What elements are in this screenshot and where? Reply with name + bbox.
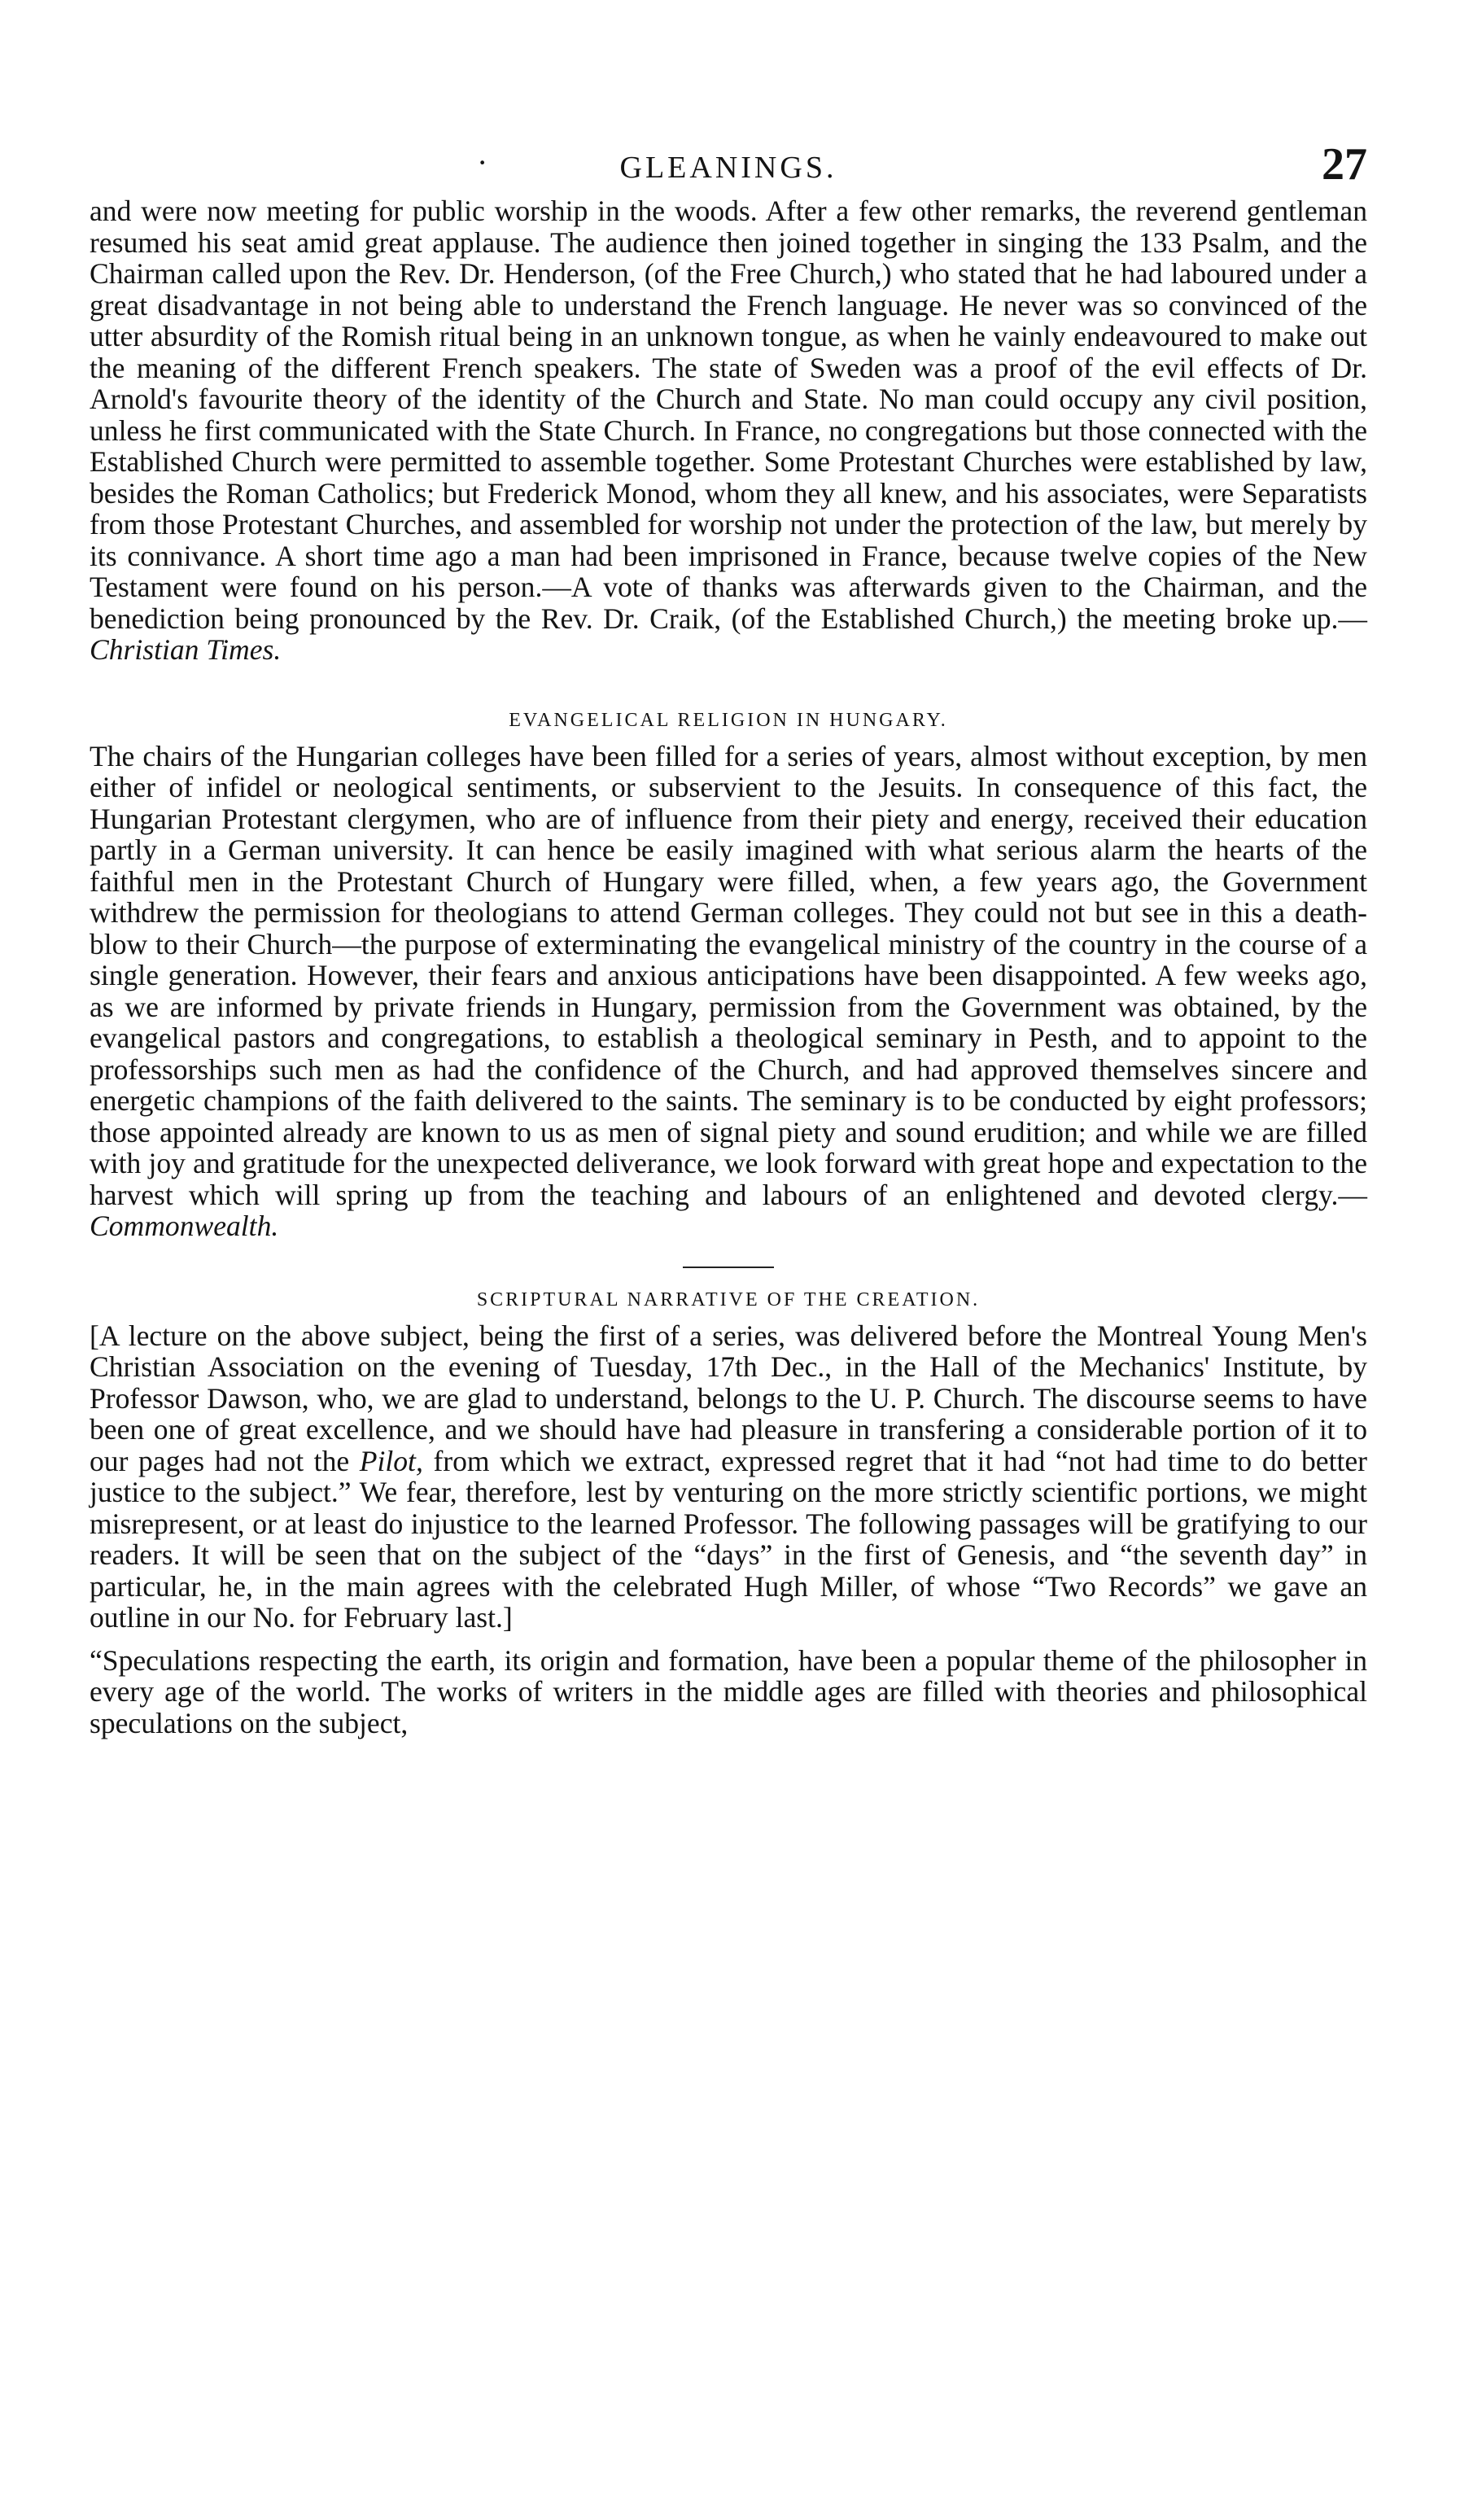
creation-intro-text-2: from which we extract, expressed regret that it had “not had time to do better justice to the subject.” We fear, therefore, lest by venturing on the more strictly scientific portions, we might misrepresent, or at least do injustice to the learned Professor. The following passages will be gratifying to our readers. It will be seen that on the subject of the “days” in the first of Genesis, and “the seventh day” in particular, he, in the main agrees with the celebrated Hugh Miller, of whose “Two Records” we gave an outline in our No. for February last.] [90, 1444, 1367, 1634]
section-heading-creation: SCRIPTURAL NARRATIVE OF THE CREATION. [476, 1288, 981, 1310]
hungary-paragraph [90, 741, 1367, 1242]
article-continuation-paragraph [90, 195, 1367, 666]
running-title: GLEANINGS. [619, 151, 837, 185]
pilot-title: Pilot, [359, 1444, 423, 1477]
header-dot: · [477, 144, 488, 181]
page-header [90, 138, 1367, 195]
page-number: 27 [1322, 139, 1367, 190]
source-christian-times: Christian Times. [90, 633, 282, 666]
page [90, 138, 1367, 1739]
creation-intro-paragraph [90, 1320, 1367, 1634]
hungary-text: The chairs of the Hungarian colleges have been filled for a series of years, almost without exception, by men either of infidel or neological sentiments, or subservient to the Jesuits. In consequence of this fact, the Hungarian Protestant clergymen, who are of influence from their piety and energy, received their education partly in a German university. It can hence be easily imagined with what serious alarm the hearts of the faithful men in the Protestant Church of Hungary were filled, when, a few years ago, the Government withdrew the permission for theologians to attend German colleges. They could not but see in this a death-blow to their Church—the purpose of exterminating the evangelical ministry of the country in the course of a single generation. However, their fears and anxious anticipations have been disappointed. A few weeks ago, as we are informed by private friends in Hungary, permission from the Government was obtained, by the evangelical pastors and congregations, to establish a theological seminary in Pesth, and to appoint to the professorships such men as had the confidence of the Church, and had approved themselves sincere and energetic champions of the faith delivered to the saints. The seminary is to be conducted by eight professors; those appointed already are known to us as men of signal piety and sound erudition; and while we are filled with joy and gratitude for the unexpected deliverance, we look forward with great hope and expectation to the harvest which will spring up from the teaching and labours of an enlightened and devoted clergy.— [90, 739, 1367, 1211]
section-divider [683, 1267, 774, 1268]
article-continuation-text: and were now meeting for public worship in the woods. After a few other remarks, the reverend gentleman resumed his seat amid great applause. The audience then joined together in singing the 133 Psalm, and the Chairman called upon the Rev. Dr. Henderson, (of the Free Church,) who stated that he had laboured under a great disadvantage in not being able to understand the French language. He never was so convinced of the utter absurdity of the Romish ritual being in an unknown tongue, as when he vainly endeavoured to make out the meaning of the different French speakers. The state of Sweden was a proof of the evil effects of Dr. Arnold's favourite theory of the identity of the Church and State. No man could occupy any civil position, unless he first communicated with the State Church. In France, no congregations but those connected with the Established Church were permitted to assemble together. Some Protestant Churches were established by law, besides the Roman Catholics; but Frederick Monod, whom they all knew, and his associates, were Separatists from those Protestant Churches, and assembled for worship not under the protection of the law, but merely by its connivance. A short time ago a man had been imprisoned in France, because twelve copies of the New Testament were found on his person.—A vote of thanks was afterwards given to the Chairman, and the benediction being pronounced by the Rev. Dr. Craik, (of the Established Church,) the meeting broke up.— [90, 195, 1367, 635]
section-heading-hungary: EVANGELICAL RELIGION IN HUNGARY. [509, 709, 948, 731]
source-commonwealth: Commonwealth. [90, 1210, 279, 1242]
creation-intro-text-1: [A lecture on the above subject, being the first of a series, was delivered before the Montreal Young Men's Christian Association on the evening of Tuesday, 17th Dec., in the Hall of the Mechanics' Institute, by Professor Dawson, who, we are glad to understand, belongs to the U. P. Church. The discourse seems to have been one of great excellence, and we should have had pleasure in transfering a considerable portion of it to our pages had not the [90, 1319, 1367, 1477]
creation-quote-paragraph: “Speculations respecting the earth, its origin and formation, have been a popular theme of the philosopher in every age of the world. The works of writers in the middle ages are filled with theories and philosophical speculations on the subject, [90, 1643, 1367, 1739]
